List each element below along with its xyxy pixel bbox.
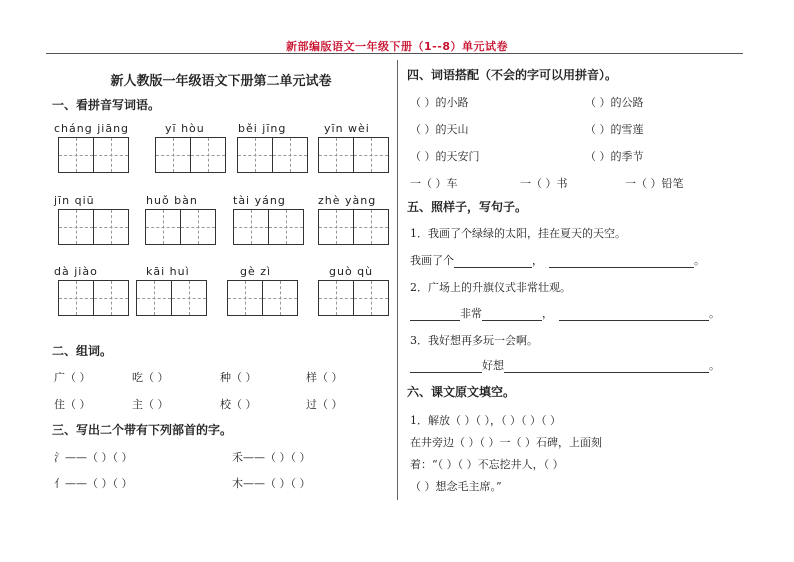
section-4-heading: 四、词语搭配（不会的字可以用拼音）。 [407,68,618,82]
match-item[interactable]: （ ）的小路 [410,96,469,109]
match-item[interactable]: （ ）的雪莲 [585,123,644,136]
pinyin-2-1: jīn qiū [54,194,95,207]
word-item[interactable]: 校（ ） [220,398,257,411]
writing-grid[interactable] [318,137,389,173]
pinyin-1-1: cháng jiāng [54,122,130,135]
pinyin-3-2: kāi huì [146,265,190,278]
writing-grid[interactable] [318,280,389,316]
radical-item[interactable]: 禾——（ ）（ ） [232,451,311,464]
fill-line-3[interactable]: 着：“（ ）（ ）不忘挖井人，（ ） [410,458,564,471]
word-item[interactable]: 样（ ） [306,371,343,384]
section-3-heading: 三、写出二个带有下列部首的字。 [52,423,233,437]
answer-line-2[interactable]: 非常 ， 。 [410,305,720,321]
measure-item[interactable]: 一（ ）车 [410,177,458,190]
pinyin-1-3: běi jīng [238,122,287,135]
writing-grid[interactable] [318,209,389,245]
section-5-heading: 五、照样子，写句子。 [407,200,528,214]
match-item[interactable]: （ ）的季节 [585,150,644,163]
answer-keyword: 好想 [482,359,504,372]
match-item[interactable]: （ ）的天安门 [410,150,480,163]
section-2-heading: 二、组词。 [52,344,113,358]
word-item[interactable]: 吃（ ） [132,371,169,384]
writing-grid[interactable] [58,209,129,245]
header-rule [46,53,743,54]
fill-line-4[interactable]: （ ）想念毛主席。” [410,480,502,493]
pinyin-3-4: guò qù [329,265,374,278]
fill-line-2[interactable]: 在井旁边（ ）（ ）一（ ）石碑，上面刻 [410,436,602,449]
writing-grid[interactable] [227,280,298,316]
answer-keyword: 非常 [460,307,482,320]
writing-grid[interactable] [155,137,226,173]
word-item[interactable]: 广（ ） [54,371,91,384]
measure-item[interactable]: 一（ ）铅笔 [625,177,684,190]
writing-grid[interactable] [58,137,129,173]
writing-grid[interactable] [58,280,129,316]
writing-grid[interactable] [233,209,304,245]
page-title: 新人教版一年级语文下册第二单元试卷 [110,74,332,89]
pinyin-3-1: dà jiào [54,265,98,278]
word-item[interactable]: 过（ ） [306,398,343,411]
section-6-heading: 六、课文原文填空。 [407,385,516,399]
pinyin-2-2: huǒ bàn [146,194,198,207]
radical-item[interactable]: 木——（ ）（ ） [232,477,311,490]
writing-grid[interactable] [237,137,308,173]
pinyin-3-3: gè zì [240,265,272,278]
example-sentence-3: 3．我好想再多玩一会啊。 [410,334,538,347]
example-sentence-1: 1．我画了个绿绿的太阳，挂在夏天的天空。 [410,227,626,240]
word-item[interactable]: 住（ ） [54,398,91,411]
radical-item[interactable]: 亻——（ ）（ ） [54,477,133,490]
writing-grid[interactable] [136,280,207,316]
measure-item[interactable]: 一（ ）书 [520,177,568,190]
answer-line-3[interactable]: 好想 。 [410,357,720,373]
answer-prefix: 我画了个 [410,254,454,267]
pinyin-2-3: tài yáng [233,194,286,207]
writing-grid[interactable] [145,209,216,245]
word-item[interactable]: 种（ ） [220,371,257,384]
match-item[interactable]: （ ）的公路 [585,96,644,109]
match-item[interactable]: （ ）的天山 [410,123,469,136]
pinyin-2-4: zhè yàng [318,194,377,207]
banner-title: 新部编版语文一年级下册（1--8）单元试卷 [286,40,508,53]
word-item[interactable]: 主（ ） [132,398,169,411]
pinyin-1-2: yī hòu [165,122,205,135]
column-divider [397,60,398,500]
pinyin-1-4: yīn wèi [324,122,370,135]
radical-item[interactable]: 氵——（ ）（ ） [54,451,133,464]
example-sentence-2: 2．广场上的升旗仪式非常壮观。 [410,281,571,294]
fill-line-1[interactable]: 1．解放（ ）（ ），（ ）（ ）（ ） [410,414,561,427]
answer-line-1[interactable]: 我画了个 ， 。 [410,254,705,267]
section-1-heading: 一、看拼音写词语。 [52,98,161,112]
